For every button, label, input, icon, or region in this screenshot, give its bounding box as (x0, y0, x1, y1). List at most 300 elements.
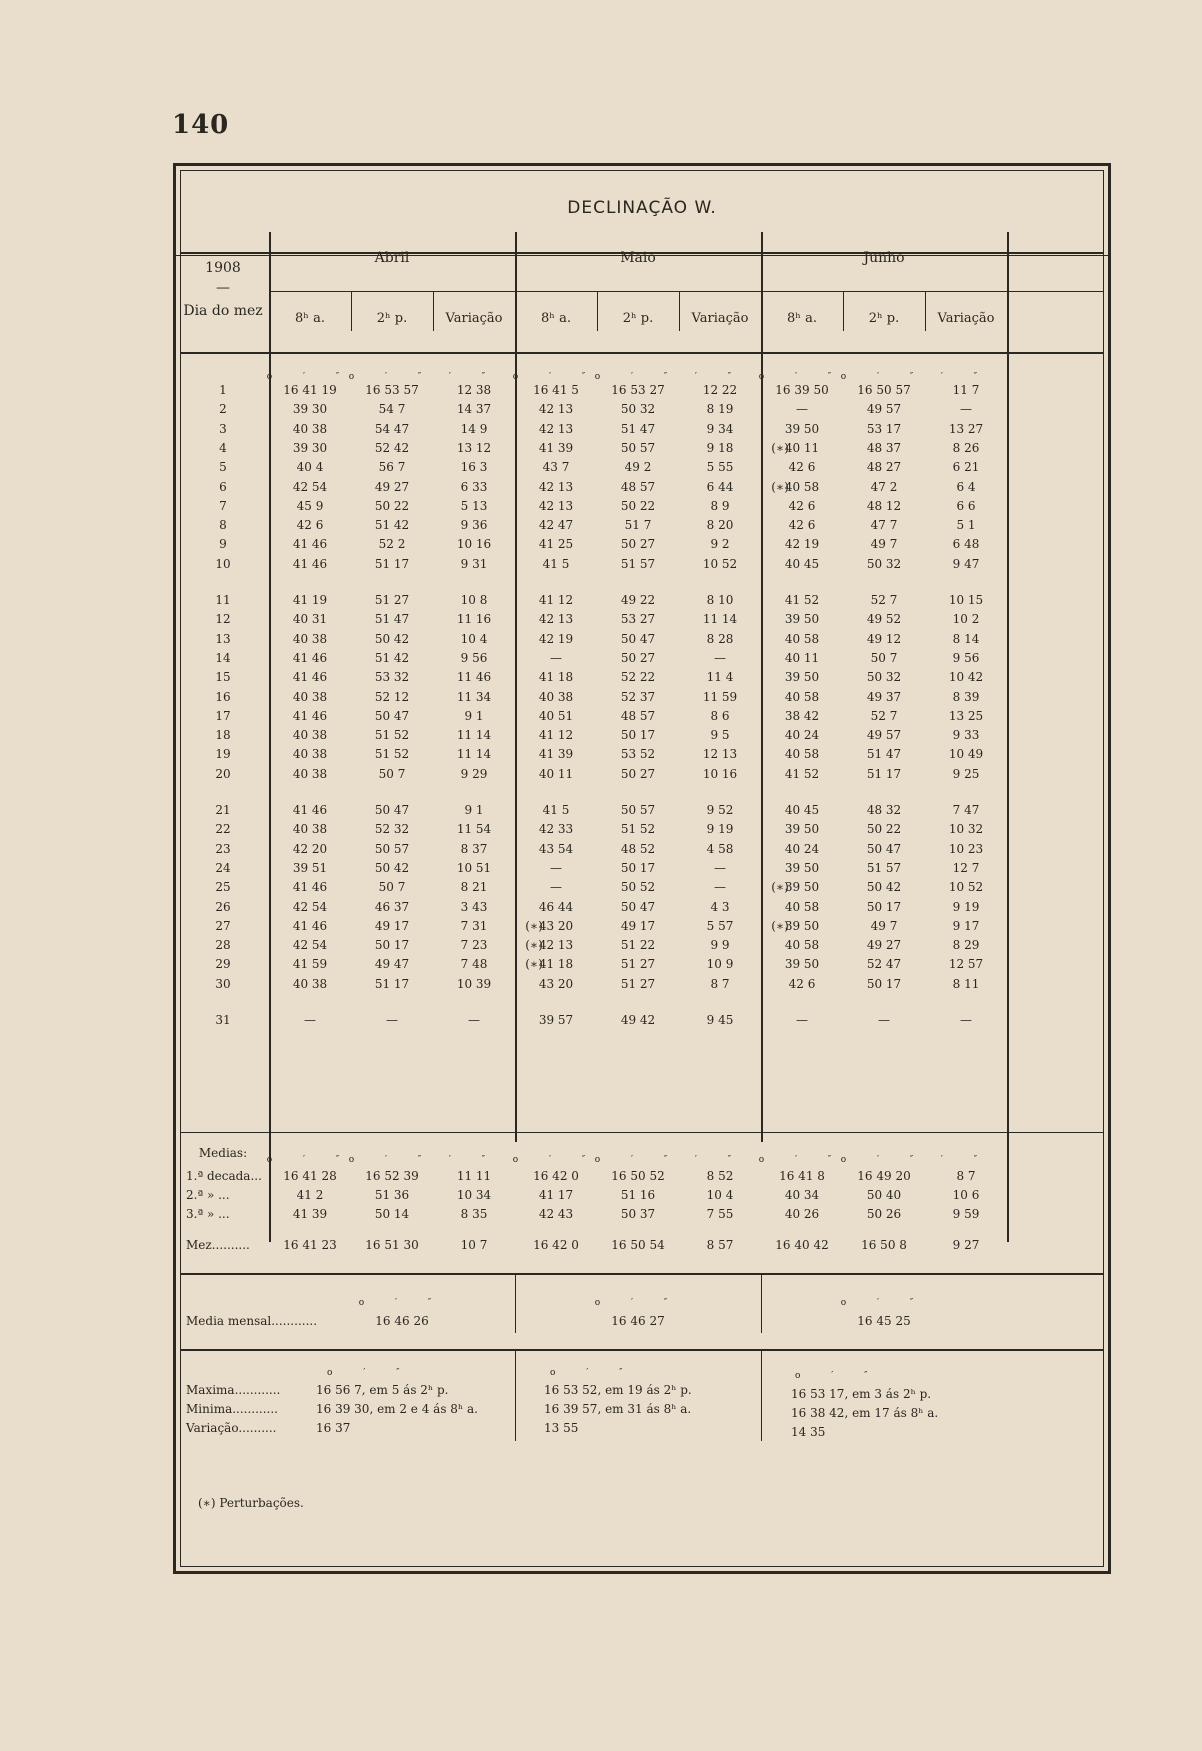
table-cell: 41 5 (542, 556, 570, 571)
table-cell: 43 7 (542, 460, 570, 475)
table-cell: 42 6 (296, 518, 324, 533)
media-mensal-label: Media mensal............ (186, 1314, 318, 1328)
extreme-value-maio: 16 39 57, em 31 ás 8ʰ a. (544, 1402, 692, 1416)
table-cell: 53 32 (374, 670, 410, 685)
table-cell: 39 30 (292, 440, 328, 455)
table-cell: 51 17 (866, 766, 902, 781)
table-cell: 42 47 (538, 518, 574, 533)
subheader-divider (597, 291, 598, 331)
table-cell: 16 53 57 (365, 383, 419, 397)
table-cell: 40 11 (538, 766, 574, 781)
medias-cell: 9 59 (952, 1207, 980, 1221)
table-cell: 5 1 (956, 518, 976, 533)
table-cell: 41 39 (538, 440, 574, 455)
table-cell: 8 20 (706, 518, 734, 533)
table-cell: 52 7 (870, 708, 898, 723)
medias-cell: 50 37 (620, 1207, 656, 1221)
table-cell: 40 58 (784, 747, 820, 762)
table-frame (173, 163, 1111, 1574)
extremes-label: Maxima............ (186, 1383, 281, 1397)
table-cell: 40 11 (784, 650, 820, 665)
table-cell: 52 12 (374, 689, 410, 704)
table-cell: 9 34 (706, 421, 734, 436)
table-cell: 9 56 (952, 650, 980, 665)
table-cell: 16 50 57 (857, 383, 911, 397)
table-cell: 8 10 (706, 593, 734, 607)
table-cell: 9 19 (952, 899, 980, 914)
table-cell: 50 7 (378, 880, 406, 895)
table-cell: 50 17 (374, 938, 410, 953)
table-cell: 42 54 (292, 938, 328, 953)
table-cell: 40 38 (538, 689, 574, 704)
day-number: 28 (215, 938, 231, 953)
table-cell: 40 24 (784, 728, 820, 743)
table-cell: 39 57 (538, 1013, 574, 1027)
day-number: 20 (215, 766, 231, 781)
table-cell: 41 46 (292, 918, 328, 933)
table-cell: 49 27 (374, 479, 410, 494)
table-cell: 42 19 (784, 537, 820, 552)
table-cell: 6 48 (952, 537, 980, 552)
table-cell: 52 22 (620, 670, 656, 685)
column-subheader: Variação (445, 311, 503, 326)
medias-cell: 16 49 20 (857, 1169, 911, 1183)
table-cell: 8 28 (706, 631, 734, 646)
table-cell: 5 13 (460, 498, 488, 513)
table-cell: 13 25 (948, 708, 984, 723)
table-cell: 49 22 (620, 593, 656, 607)
table-cell: 52 7 (870, 593, 898, 607)
day-number: 21 (215, 803, 231, 817)
table-cell: 39 50 (784, 918, 820, 933)
table-cell: 40 38 (292, 689, 328, 704)
day-number: 26 (215, 899, 231, 914)
year-dash: — (216, 280, 230, 296)
table-cell: — (714, 860, 726, 875)
medias-cell: 10 34 (456, 1188, 492, 1202)
table-cell: 47 2 (870, 479, 898, 494)
table-cell: 9 36 (460, 518, 488, 533)
table-cell: 8 19 (706, 402, 734, 417)
column-subheader: 2ʰ p. (376, 311, 408, 326)
table-cell: 40 4 (296, 460, 324, 475)
table-cell: 10 51 (456, 860, 492, 875)
table-cell: 42 13 (538, 498, 574, 513)
table-cell: 49 42 (620, 1013, 656, 1027)
table-cell: 50 32 (620, 402, 656, 417)
day-of-month-label: Dia do mez (183, 303, 263, 319)
table-cell: 40 51 (538, 708, 574, 723)
table-cell: 48 52 (620, 841, 656, 856)
table-cell: — (304, 1013, 316, 1027)
table-cell: 51 57 (620, 556, 656, 571)
table-cell: 51 42 (374, 650, 410, 665)
table-cell: — (550, 860, 562, 875)
table-cell: 9 1 (464, 803, 484, 817)
media-mensal-value: 16 46 26 (375, 1314, 429, 1328)
table-cell: 50 27 (620, 766, 656, 781)
table-cell: 6 44 (706, 479, 734, 494)
table-cell: 11 7 (952, 383, 980, 397)
table-cell: 42 13 (538, 402, 574, 417)
table-cell: 48 27 (866, 460, 902, 475)
table-cell: 16 39 50 (775, 383, 829, 397)
medias-cell: 42 43 (538, 1207, 574, 1221)
table-cell: 12 38 (456, 383, 492, 397)
media-mensal-rule (180, 1273, 1104, 1275)
table-cell: 39 50 (784, 957, 820, 972)
medias-cell: 16 41 23 (283, 1238, 337, 1252)
table-title: DECLINAÇÃO W. (567, 198, 717, 218)
table-cell: 50 27 (620, 650, 656, 665)
medias-cell: 40 26 (784, 1207, 820, 1221)
unit-symbols: o ′ ″ (348, 1155, 436, 1165)
table-cell: 9 17 (952, 918, 980, 933)
subheader-divider (351, 291, 352, 331)
table-cell: 51 22 (620, 938, 656, 953)
day-number: 22 (215, 822, 231, 837)
table-cell: 51 47 (866, 747, 902, 762)
media-mensal-value: 16 46 27 (611, 1314, 665, 1328)
table-cell: 41 46 (292, 670, 328, 685)
day-number: 27 (215, 918, 231, 933)
table-cell: 51 52 (374, 747, 410, 762)
table-cell: 53 27 (620, 612, 656, 627)
table-cell: 41 19 (292, 593, 328, 607)
table-cell: 42 33 (538, 822, 574, 837)
table-cell: 9 2 (710, 537, 730, 552)
table-cell: 50 7 (870, 650, 898, 665)
day-number: 29 (215, 957, 231, 972)
perturbation-mark: (∗) (525, 918, 543, 933)
media-mensal-value: 16 45 25 (857, 1314, 911, 1328)
unit-symbols: o ′ ″ (512, 1155, 600, 1165)
unit-symbols: o ′ ″ (512, 372, 600, 382)
day-number: 18 (215, 728, 231, 743)
table-cell: 52 47 (866, 957, 902, 972)
day-number: 13 (215, 631, 231, 646)
medias-row-label: Mez.......... (186, 1238, 250, 1252)
table-cell: 41 52 (784, 593, 820, 607)
maio-junho-divider (761, 232, 763, 1142)
table-cell: 40 45 (784, 556, 820, 571)
table-cell: 51 42 (374, 518, 410, 533)
table-cell: 40 31 (292, 612, 328, 627)
table-cell: — (714, 880, 726, 895)
month-header: Junho (863, 250, 905, 266)
day-number: 1 (219, 383, 227, 397)
unit-symbols: o ′ ″ (594, 1298, 682, 1308)
table-cell: 43 20 (538, 918, 574, 933)
table-cell: 40 38 (292, 421, 328, 436)
perturbation-mark: (∗) (771, 440, 789, 455)
table-cell: — (878, 1013, 890, 1027)
table-cell: 50 42 (374, 631, 410, 646)
table-cell: 51 27 (620, 957, 656, 972)
table-cell: 50 17 (620, 728, 656, 743)
table-cell: 9 5 (710, 728, 730, 743)
table-cell: 16 3 (460, 460, 488, 475)
table-cell: 16 41 5 (533, 383, 579, 397)
table-cell: 43 54 (538, 841, 574, 856)
table-cell: 40 58 (784, 899, 820, 914)
junho-right-divider (1007, 232, 1009, 1242)
table-cell: 40 38 (292, 728, 328, 743)
abril-maio-divider (515, 232, 517, 1142)
table-cell: 49 17 (620, 918, 656, 933)
table-cell: 41 25 (538, 537, 574, 552)
table-cell: 43 20 (538, 976, 574, 991)
table-cell: 8 7 (710, 976, 730, 991)
table-cell: 9 25 (952, 766, 980, 781)
medias-rule (180, 1132, 1104, 1133)
table-cell: 9 56 (460, 650, 488, 665)
column-subheader: 8ʰ a. (295, 311, 325, 326)
medias-cell: 16 42 0 (533, 1238, 579, 1252)
unit-symbols: ′ ″ (448, 372, 500, 382)
table-cell: 41 46 (292, 708, 328, 723)
table-cell: 50 57 (620, 440, 656, 455)
unit-symbols: o ′ ″ (358, 1298, 446, 1308)
perturbation-mark: (∗) (525, 957, 543, 972)
day-number: 11 (215, 593, 231, 607)
extremes-rule (180, 1349, 1104, 1351)
medias-cell: 11 11 (456, 1169, 492, 1183)
table-cell: 50 17 (866, 976, 902, 991)
medias-cell: 16 50 8 (861, 1238, 907, 1252)
table-cell: 6 6 (956, 498, 976, 513)
table-cell: 40 11 (784, 440, 820, 455)
table-cell: 52 32 (374, 822, 410, 837)
table-cell: 42 19 (538, 631, 574, 646)
table-cell: 56 7 (378, 460, 406, 475)
unit-symbols: o ′ ″ (840, 1298, 928, 1308)
medias-label: Medias: (198, 1146, 248, 1160)
day-number: 24 (215, 860, 231, 875)
table-cell: 50 47 (374, 708, 410, 723)
unit-symbols: o ′ ″ (594, 1155, 682, 1165)
table-cell: 11 16 (456, 612, 492, 627)
table-cell: 10 23 (948, 841, 984, 856)
table-cell: 5 55 (706, 460, 734, 475)
table-cell: 51 47 (620, 421, 656, 436)
extreme-value-abril: 16 56 7, em 5 ás 2ʰ p. (316, 1383, 449, 1397)
medias-cell: 16 52 39 (365, 1169, 419, 1183)
table-cell: 51 27 (374, 593, 410, 607)
table-cell: 49 27 (866, 938, 902, 953)
table-cell: 39 50 (784, 612, 820, 627)
medias-cell: 10 4 (706, 1188, 734, 1202)
unit-symbols: o ′ ″ (266, 1155, 354, 1165)
medias-cell: 50 14 (374, 1207, 410, 1221)
mensal-divider (761, 1273, 762, 1333)
table-cell: 42 13 (538, 479, 574, 494)
day-number: 17 (215, 708, 231, 723)
table-cell: — (960, 402, 972, 417)
extremes-divider (515, 1349, 516, 1441)
column-subheader: 8ʰ a. (787, 311, 817, 326)
extreme-value-junho: 16 38 42, em 17 ás 8ʰ a. (791, 1406, 939, 1420)
table-cell: 10 16 (702, 766, 738, 781)
unit-symbols: o ′ ″ (327, 1368, 414, 1378)
table-cell: — (550, 650, 562, 665)
table-cell: 41 5 (542, 803, 570, 817)
table-cell: 48 37 (866, 440, 902, 455)
table-cell: 51 57 (866, 860, 902, 875)
table-cell: 8 39 (952, 689, 980, 704)
table-cell: 50 47 (620, 899, 656, 914)
table-cell: 51 27 (620, 976, 656, 991)
perturbation-mark: (∗) (771, 479, 789, 494)
table-cell: 40 24 (784, 841, 820, 856)
table-cell: 42 54 (292, 479, 328, 494)
medias-cell: 41 2 (296, 1188, 324, 1202)
table-cell: 41 46 (292, 537, 328, 552)
table-cell: 49 47 (374, 957, 410, 972)
table-cell: 41 12 (538, 593, 574, 607)
extremes-divider (761, 1349, 762, 1441)
table-cell: 40 45 (784, 803, 820, 817)
table-cell: 4 58 (706, 841, 734, 856)
month-subheader-rule (269, 291, 1104, 292)
table-cell: 3 43 (460, 899, 488, 914)
table-cell: 39 50 (784, 860, 820, 875)
table-cell: 11 46 (456, 670, 492, 685)
unit-symbols: ′ ″ (940, 1155, 992, 1165)
extreme-value-junho: 16 53 17, em 3 ás 2ʰ p. (791, 1387, 932, 1401)
perturbation-mark: (∗) (525, 938, 543, 953)
day-number: 12 (215, 612, 231, 627)
medias-cell: 10 6 (952, 1188, 980, 1202)
table-cell: 50 52 (620, 880, 656, 895)
table-cell: 8 37 (460, 841, 488, 856)
table-cell: 41 12 (538, 728, 574, 743)
footnote: (∗) Perturbações. (198, 1496, 304, 1510)
table-cell: 46 37 (374, 899, 410, 914)
table-cell: 41 39 (538, 747, 574, 762)
table-cell: — (550, 880, 562, 895)
table-cell: 13 27 (948, 421, 984, 436)
day-number: 5 (219, 460, 227, 475)
medias-row-label: 1.ª decada... (186, 1169, 262, 1183)
table-cell: 9 9 (710, 938, 730, 953)
table-cell: 11 14 (702, 612, 738, 627)
table-cell: 40 38 (292, 766, 328, 781)
day-number: 9 (219, 537, 227, 552)
table-cell: 51 47 (374, 612, 410, 627)
table-cell: 40 38 (292, 747, 328, 762)
table-cell: 49 7 (870, 537, 898, 552)
table-cell: 39 50 (784, 822, 820, 837)
table-cell: 54 47 (374, 421, 410, 436)
table-cell: 8 11 (952, 976, 980, 991)
table-cell: 39 51 (292, 860, 328, 875)
unit-symbols: o ′ ″ (840, 372, 928, 382)
table-cell: 48 12 (866, 498, 902, 513)
medias-cell: 50 26 (866, 1207, 902, 1221)
table-cell: 54 7 (378, 402, 406, 417)
header-rule (180, 352, 1104, 354)
table-cell: 9 19 (706, 822, 734, 837)
day-number: 4 (219, 440, 227, 455)
table-cell: 10 4 (460, 631, 488, 646)
table-cell: 40 38 (292, 976, 328, 991)
table-cell: 16 53 27 (611, 383, 665, 397)
table-cell: — (714, 650, 726, 665)
column-subheader: Variação (691, 311, 749, 326)
month-header: Abril (374, 250, 410, 266)
table-cell: 49 7 (870, 918, 898, 933)
table-cell: 41 46 (292, 880, 328, 895)
table-cell: — (960, 1013, 972, 1027)
unit-symbols: o ′ ″ (550, 1368, 637, 1378)
table-cell: 39 50 (784, 421, 820, 436)
table-cell: 10 52 (702, 556, 738, 571)
table-cell: 39 30 (292, 402, 328, 417)
table-cell: 42 6 (788, 976, 816, 991)
medias-cell: 16 40 42 (775, 1238, 829, 1252)
table-cell: — (386, 1013, 398, 1027)
table-cell: 11 34 (456, 689, 492, 704)
unit-symbols: ′ ″ (940, 372, 992, 382)
table-cell: 10 9 (706, 957, 734, 972)
table-cell: 46 44 (538, 899, 574, 914)
medias-cell: 41 39 (292, 1207, 328, 1221)
table-cell: 39 50 (784, 880, 820, 895)
medias-cell: 16 50 54 (611, 1238, 665, 1252)
table-cell: 50 47 (374, 803, 410, 817)
table-cell: 48 32 (866, 803, 902, 817)
table-cell: 50 22 (374, 498, 410, 513)
day-number: 2 (219, 402, 227, 417)
table-cell: 41 46 (292, 803, 328, 817)
table-cell: 50 7 (378, 766, 406, 781)
table-cell: 49 37 (866, 689, 902, 704)
table-cell: 41 46 (292, 650, 328, 665)
table-cell: 50 27 (620, 537, 656, 552)
table-cell: 8 26 (952, 440, 980, 455)
table-cell: 12 13 (702, 747, 738, 762)
table-cell: 49 57 (866, 402, 902, 417)
table-cell: 8 14 (952, 631, 980, 646)
table-cell: 9 1 (464, 708, 484, 723)
medias-cell: 51 16 (620, 1188, 656, 1202)
column-subheader: Variação (937, 311, 995, 326)
unit-symbols: o ′ ″ (795, 1371, 882, 1381)
table-cell: 14 9 (460, 421, 488, 436)
table-cell: 51 52 (374, 728, 410, 743)
table-cell: 51 17 (374, 556, 410, 571)
table-cell: 50 47 (620, 631, 656, 646)
medias-cell: 8 52 (706, 1169, 734, 1183)
day-number: 19 (215, 747, 231, 762)
table-cell: 10 32 (948, 822, 984, 837)
extreme-value-junho: 14 35 (791, 1425, 826, 1439)
table-cell: 10 8 (460, 593, 488, 607)
subheader-divider (433, 291, 434, 331)
table-cell: 6 4 (956, 479, 976, 494)
table-cell: 49 2 (624, 460, 652, 475)
table-cell: 4 3 (710, 899, 730, 914)
table-cell: 10 2 (952, 612, 980, 627)
medias-cell: 9 27 (952, 1238, 980, 1252)
table-cell: 38 42 (784, 708, 820, 723)
table-cell: 42 6 (788, 518, 816, 533)
unit-symbols: o ′ ″ (348, 372, 436, 382)
extreme-value-maio: 16 53 52, em 19 ás 2ʰ p. (544, 1383, 692, 1397)
table-cell: — (796, 1013, 808, 1027)
table-cell: 50 42 (374, 860, 410, 875)
